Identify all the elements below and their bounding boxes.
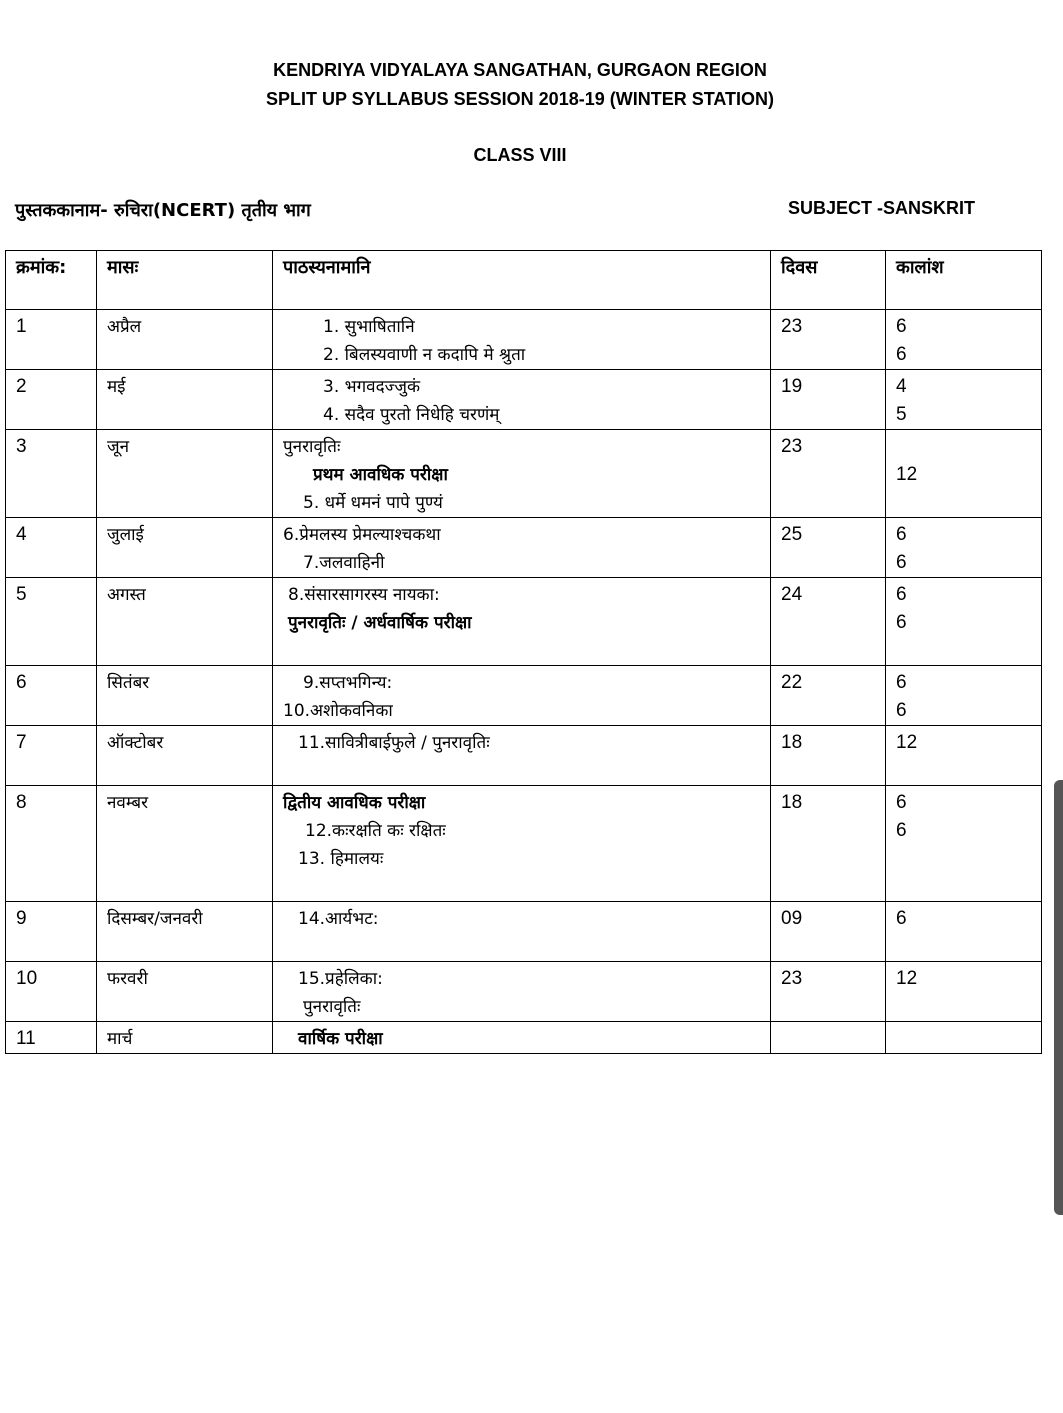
row-spacer [283, 933, 760, 961]
lesson-line: प्रथम आवधिक परीक्षा [313, 465, 448, 485]
cell-lessons [273, 666, 771, 726]
lesson-line: 14.आर्यभट: [298, 909, 379, 929]
cell-serial: 11 [6, 1022, 97, 1054]
column-header-periods: कालांश [886, 251, 1042, 310]
cell-periods [886, 902, 1042, 962]
lesson-line: 15.प्रहेलिका: [298, 969, 383, 989]
lesson-line: 10.अशोकवनिका [283, 701, 393, 721]
lesson-line: 9.सप्तभगिन्य: [303, 673, 393, 693]
cell-serial: 6 [6, 666, 97, 726]
cell-serial: 2 [6, 370, 97, 430]
book-name: पुस्तककानाम- रुचिरा(NCERT) तृतीय भाग [15, 200, 311, 221]
lesson-line: 11.सावित्रीबाईफुले / पुनरावृतिः [298, 733, 490, 753]
period-value: 6 [896, 700, 907, 721]
cell-lessons [273, 430, 771, 518]
cell-month: अगस्त [97, 578, 273, 666]
cell-month: दिसम्बर/जनवरी [97, 902, 273, 962]
cell-month: जून [97, 430, 273, 518]
column-header-month: मासः [97, 251, 273, 310]
row-spacer [283, 757, 760, 785]
period-value: 12 [896, 732, 918, 753]
period-value: 6 [896, 612, 907, 633]
document-title-line-1: KENDRIYA VIDYALAYA SANGATHAN, GURGAON REGION [273, 60, 767, 80]
cell-days: 23 [771, 962, 886, 1022]
cell-lessons [273, 370, 771, 430]
cell-serial: 8 [6, 786, 97, 902]
cell-days: 19 [771, 370, 886, 430]
cell-periods [886, 962, 1042, 1022]
cell-periods [886, 726, 1042, 786]
period-value: 12 [896, 968, 918, 989]
cell-month: ऑक्टोबर [97, 726, 273, 786]
cell-periods [886, 518, 1042, 578]
lesson-line: 6.प्रेमलस्य प्रेमल्याश्चकथा [283, 525, 441, 545]
lesson-line: 1. सुभाषितानि [323, 317, 415, 337]
cell-lessons [273, 310, 771, 370]
table-row [6, 666, 1042, 726]
table-row [6, 1022, 1042, 1054]
cell-periods [886, 1022, 1042, 1054]
cell-serial: 7 [6, 726, 97, 786]
table-row [6, 310, 1042, 370]
document-title-line-2: SPLIT UP SYLLABUS SESSION 2018-19 (WINTER STATION) [265, 89, 775, 109]
cell-month: फरवरी [97, 962, 273, 1022]
cell-month: मई [97, 370, 273, 430]
cell-periods [886, 578, 1042, 666]
cell-days: 24 [771, 578, 886, 666]
table-row [6, 726, 1042, 786]
period-value: 6 [896, 552, 907, 573]
period-value: 6 [896, 820, 907, 841]
lesson-line: वार्षिक परीक्षा [298, 1029, 383, 1049]
lesson-line: 3. भगवदज्जुकं [323, 377, 421, 397]
period-value: 12 [896, 464, 918, 485]
cell-days: 23 [771, 310, 886, 370]
table-row [6, 902, 1042, 962]
period-value [896, 433, 1031, 461]
period-value: 6 [896, 344, 907, 365]
table-body [6, 310, 1042, 1054]
table-header-row [6, 251, 1042, 310]
cell-lessons [273, 578, 771, 666]
table-row [6, 518, 1042, 578]
cell-month: सितंबर [97, 666, 273, 726]
cell-days: 18 [771, 726, 886, 786]
cell-month: मार्च [97, 1022, 273, 1054]
cell-serial: 5 [6, 578, 97, 666]
period-value: 6 [896, 792, 907, 813]
cell-days [771, 1022, 886, 1054]
lesson-line: 12.कःरक्षति कः रक्षितः [305, 821, 446, 841]
lesson-line: पुनरावृतिः [303, 997, 361, 1017]
scrollbar-handle[interactable] [1054, 780, 1063, 1215]
column-header-serial: क्रमांक: [6, 251, 97, 310]
period-value: 6 [896, 524, 907, 545]
subject-label: SUBJECT -SANSKRIT [788, 198, 976, 218]
syllabus-table [5, 250, 1042, 1054]
cell-month: अप्रैल [97, 310, 273, 370]
table-row [6, 430, 1042, 518]
class-title: CLASS VIII [473, 145, 567, 165]
table-row [6, 962, 1042, 1022]
cell-serial: 3 [6, 430, 97, 518]
period-value: 6 [896, 672, 907, 693]
lesson-line: 2. बिलस्यवाणी न कदापि मे श्रुता [323, 345, 526, 365]
cell-periods [886, 666, 1042, 726]
cell-periods [886, 430, 1042, 518]
period-value: 6 [896, 316, 907, 337]
cell-lessons [273, 962, 771, 1022]
table-row [6, 370, 1042, 430]
cell-periods [886, 786, 1042, 902]
cell-days: 18 [771, 786, 886, 902]
cell-days: 25 [771, 518, 886, 578]
cell-serial: 1 [6, 310, 97, 370]
cell-periods [886, 370, 1042, 430]
column-header-lessons: पाठस्यनामानि [273, 251, 771, 310]
table-row [6, 786, 1042, 902]
cell-serial: 9 [6, 902, 97, 962]
period-value: 6 [896, 908, 907, 929]
lesson-line: 13. हिमालयः [298, 849, 384, 869]
cell-month: जुलाई [97, 518, 273, 578]
cell-days: 22 [771, 666, 886, 726]
lesson-line: पुनरावृतिः [283, 437, 341, 457]
cell-lessons [273, 518, 771, 578]
lesson-line: द्वितीय आवधिक परीक्षा [283, 793, 426, 813]
period-value: 5 [896, 404, 907, 425]
period-value: 6 [896, 584, 907, 605]
column-header-days: दिवस [771, 251, 886, 310]
lesson-line: 5. धर्मे धमनं पापे पुण्यं [303, 493, 443, 513]
cell-lessons [273, 902, 771, 962]
period-value: 4 [896, 376, 907, 397]
cell-serial: 10 [6, 962, 97, 1022]
lesson-line: पुनरावृतिः / अर्धवार्षिक परीक्षा [288, 613, 472, 633]
cell-lessons [273, 1022, 771, 1054]
lesson-line: 7.जलवाहिनी [303, 553, 385, 573]
lesson-line: 8.संसारसागरस्य नायका: [288, 585, 440, 605]
cell-days: 09 [771, 902, 886, 962]
row-spacer [283, 873, 760, 901]
cell-periods [886, 310, 1042, 370]
cell-lessons [273, 786, 771, 902]
lesson-line: 4. सदैव पुरतो निधेहि चरणंम् [323, 405, 500, 425]
cell-lessons [273, 726, 771, 786]
table-row [6, 578, 1042, 666]
cell-month: नवम्बर [97, 786, 273, 902]
row-spacer [283, 637, 760, 665]
cell-days: 23 [771, 430, 886, 518]
cell-serial: 4 [6, 518, 97, 578]
